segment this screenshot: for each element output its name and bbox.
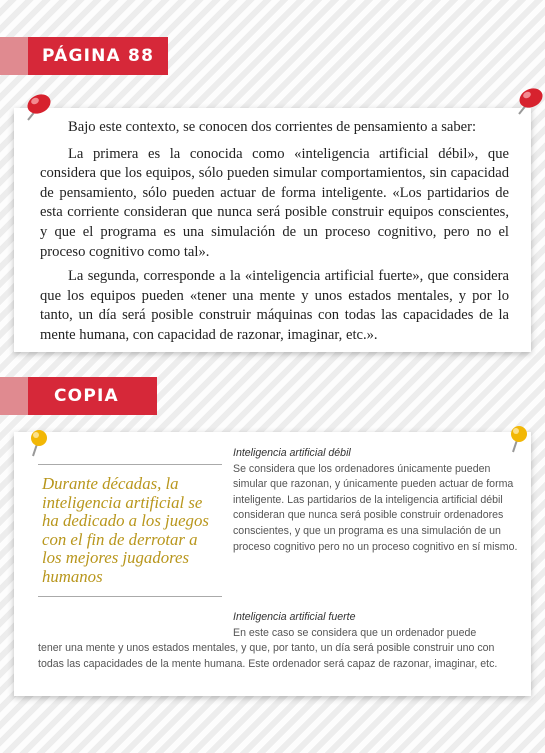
paragraph-strong-ai: La segunda, corresponde a la «inteligencia artificial fuerte», que considera que los equipos pueden «tener una mente y unos estados mentales, y por lo tanto, un día será posible construir máquinas con todas las capacidades de la mente humana, con capacidad de razonar, imaginar, etc.». xyxy=(40,268,509,343)
yellow-pushpin-icon xyxy=(28,428,50,458)
strong-ai-heading: Inteligencia artificial fuerte xyxy=(233,611,356,623)
strong-ai-text-rest: tener una mente y unos estados mentales, y que, por tanto, un día será posible construir uno con todas las capacidades de la mente humana. Este ordenador será capaz de razonar, imaginar, etc. xyxy=(38,642,498,670)
banner-tab xyxy=(0,377,28,415)
banner-label: PÁGINA 88 xyxy=(28,37,168,75)
weak-ai-text: Se considera que los ordenadores únicamente pueden simular que razonan, y únicamente pueden actuar de forma inteligente. Las partidarios de la inteligencia artificial débil consideran que nunca será posible construir ordenadores conscientes, y que un programa es una simulación de un proceso cognitivo pero no un proceso cognitivo en sí mismo. xyxy=(233,462,518,553)
weak-ai-column xyxy=(233,446,520,555)
original-text-body xyxy=(40,118,509,351)
section-banner-copia xyxy=(0,377,157,415)
section-banner-pagina xyxy=(0,37,168,75)
banner-label: COPIA xyxy=(28,377,157,415)
yellow-pushpin-icon xyxy=(508,424,530,454)
intro-paragraph: Bajo este contexto, se conocen dos corrientes de pensamiento a saber: xyxy=(68,119,477,135)
pullquote: Durante décadas, la inteligencia artificial se ha dedicado a los juegos con el fin de derrotar a los mejores jugadores humanos xyxy=(38,464,222,597)
strong-ai-text-first-line: En este caso se considera que un ordenador puede xyxy=(233,626,477,639)
weak-ai-heading: Inteligencia artificial débil xyxy=(233,447,351,459)
original-text-card xyxy=(14,108,531,352)
red-pushpin-icon xyxy=(513,86,545,116)
red-pushpin-icon xyxy=(22,92,56,122)
copy-text-card xyxy=(14,432,531,696)
banner-tab xyxy=(0,37,28,75)
strong-ai-section xyxy=(38,610,519,672)
paragraph-weak-ai: La primera es la conocida como «inteligencia artificial débil», que considera que los equipos, sólo pueden simular comportamientos, sin capacidad de pensamiento, sólo pueden actuar de forma inteligente. «Los partidarios de esta corriente consideran que nunca será posible construir equipos conscientes, y que el programa es una simulación de un proceso cognitivo, pero no el proceso cognitivo como tal». xyxy=(40,145,509,260)
